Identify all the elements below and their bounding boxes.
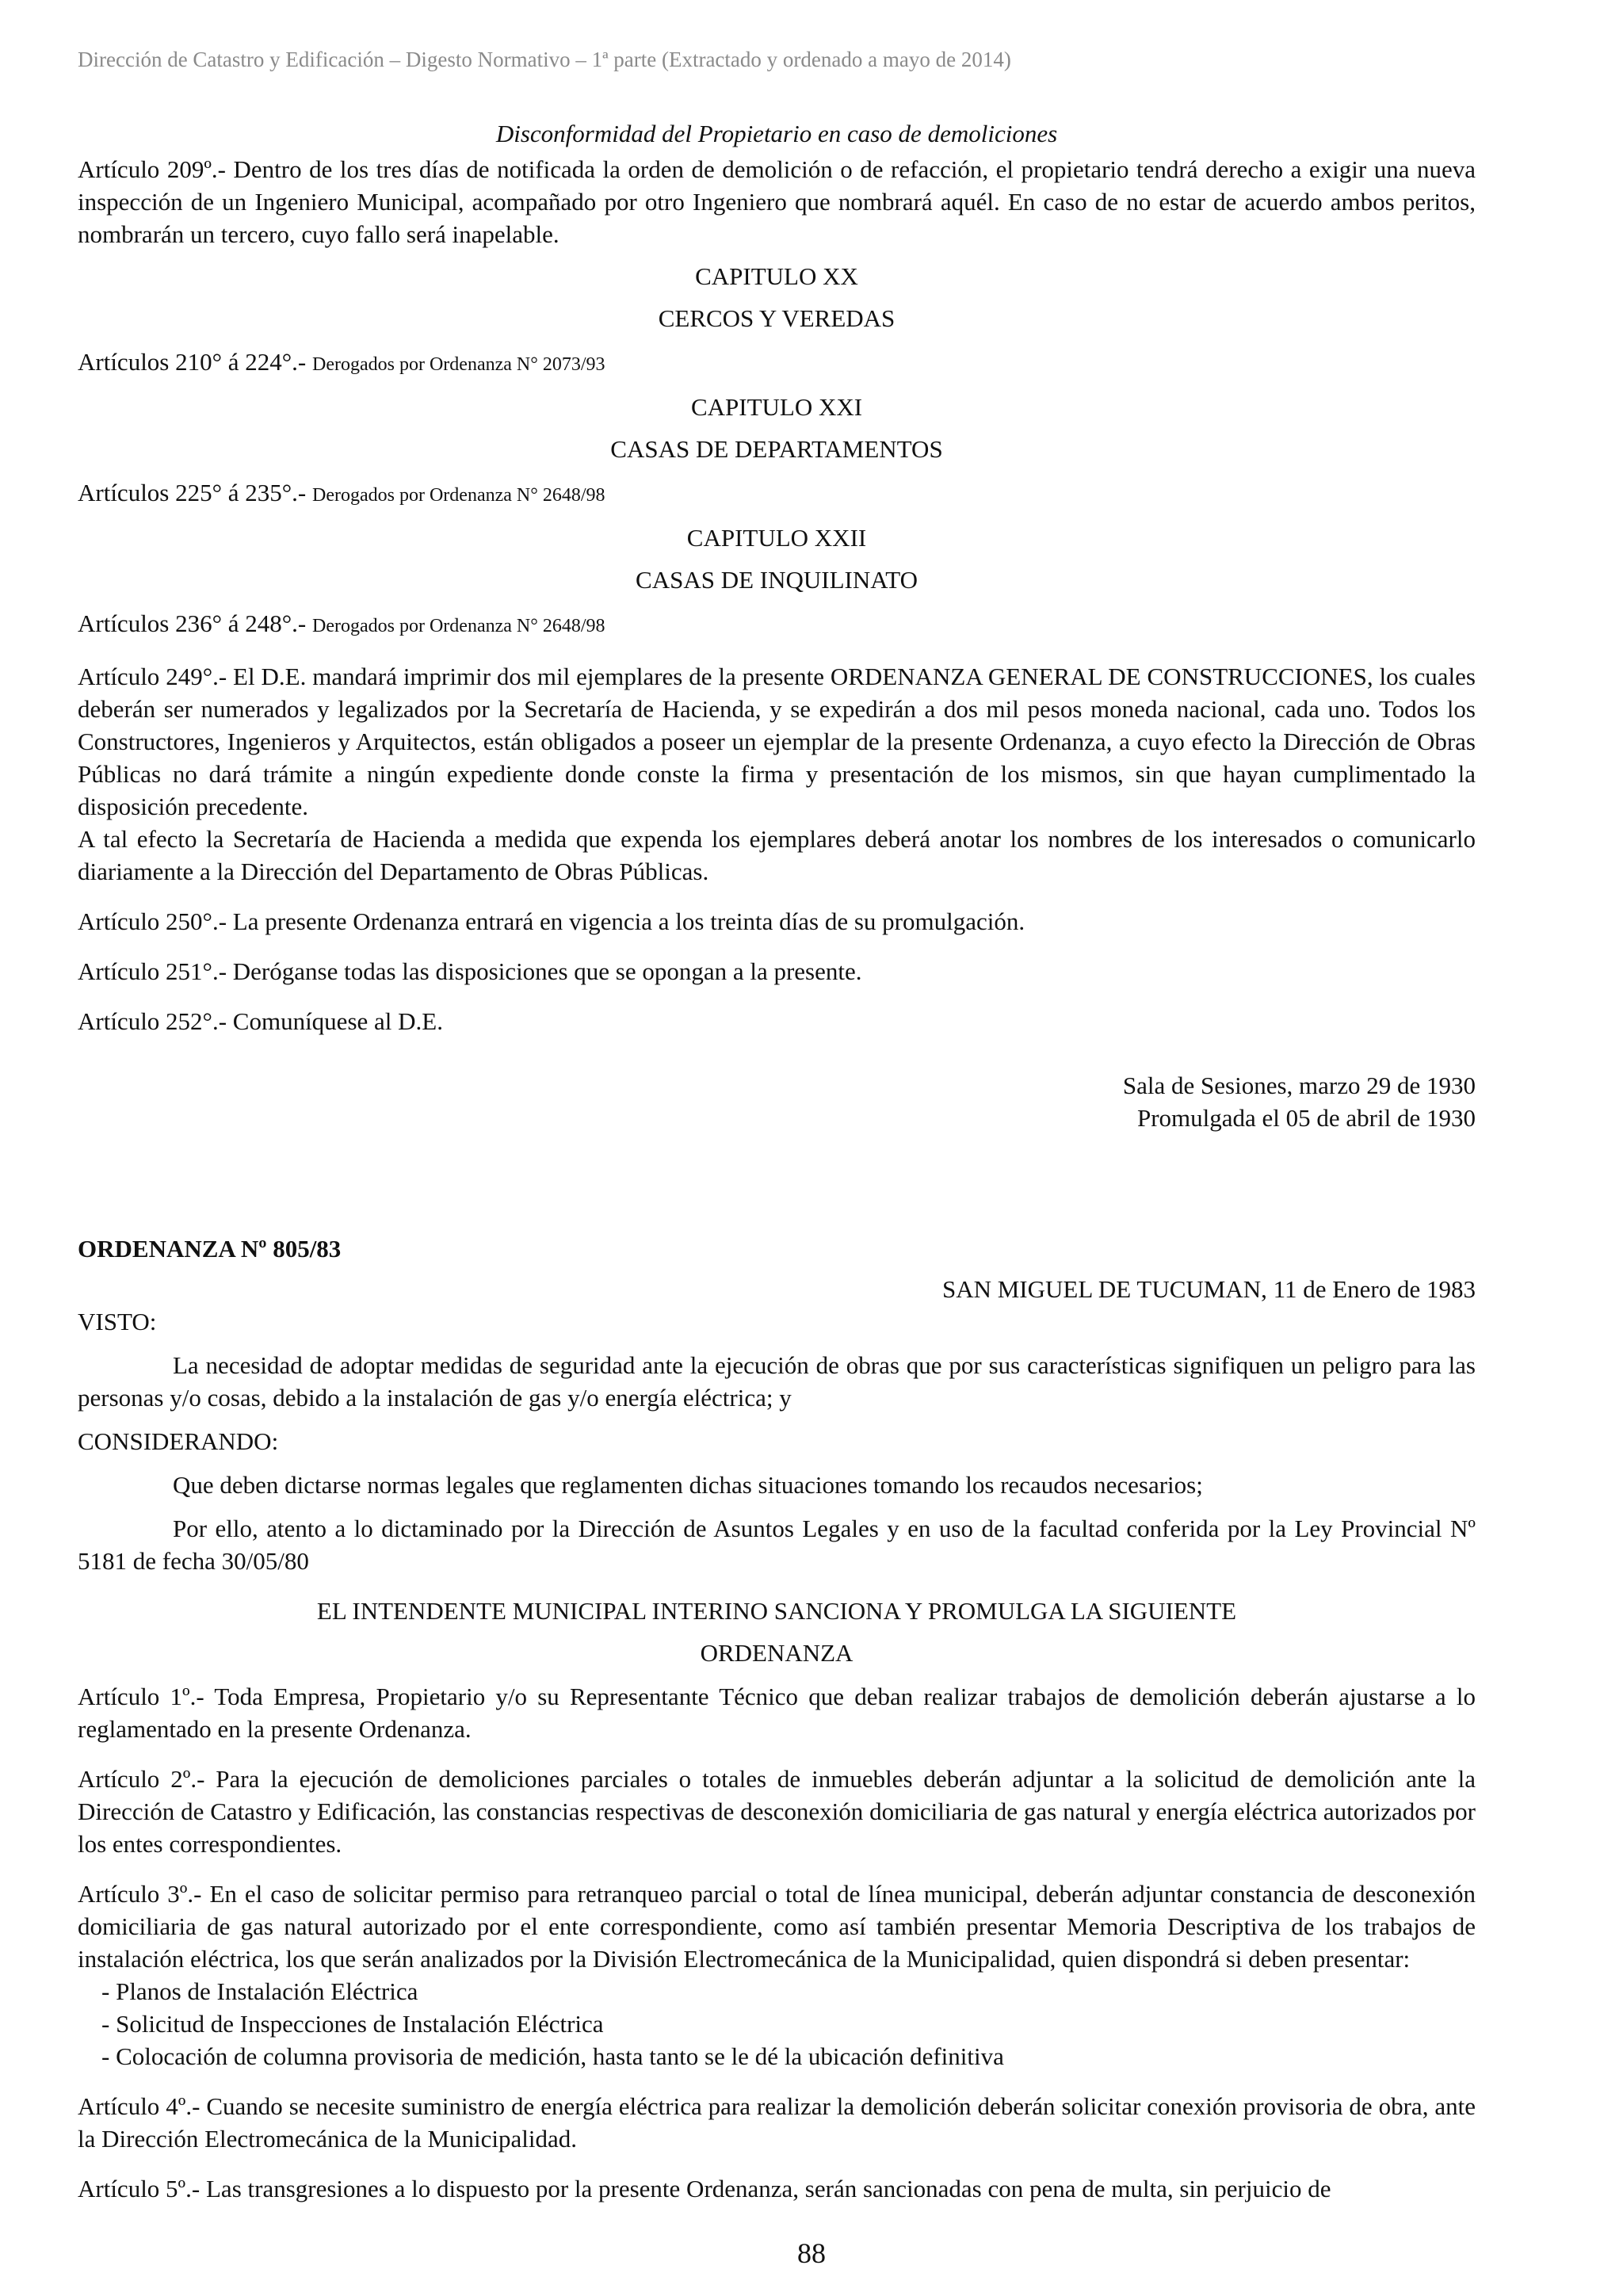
article-249: Artículo 249°.- El D.E. mandará imprimir dos mil ejemplares de la presente ORDENANZA GENERAL DE CONSTRUCCIONES, los cuales deberán ser numerados y legalizados por la Secretaría de Hacienda, y se expedirán a dos mil pesos moneda nacional, cada uno. Todos los Constructores, Ingenieros y Arquitectos, están obligados a poseer un ejemplar de la presente Ordenanza, a cuyo efecto la Dirección de Obras Públicas no dará trámite a ningún expediente donde conste la firma y presentación de los mismos, sin que hayan cumplimentado la disposición precedente. bbox=[78, 663, 1476, 820]
articles-225-235 bbox=[78, 476, 1476, 512]
ordinance-title: ORDENANZA Nº 805/83 bbox=[78, 1235, 342, 1263]
article-2: Artículo 2º.- Para la ejecución de demoliciones parciales o totales de inmuebles deberán adjuntar a la solicitud de demolición ante la Dirección de Catastro y Edificación, las constancias respectivas de desconexión domiciliaria de gas natural y energía eléctrica autorizados por los entes correspondientes. bbox=[78, 1765, 1476, 1858]
ordinance-place-date: SAN MIGUEL DE TUCUMAN, 11 de Enero de 1983 bbox=[941, 1275, 1476, 1303]
article-1: Artículo 1º.- Toda Empresa, Propietario y/o su Representante Técnico que deban realizar trabajos de demolición deberán ajustarse a lo reglamentado en la presente Ordenanza. bbox=[78, 1683, 1476, 1743]
page-content bbox=[78, 117, 1476, 2205]
article-209: Artículo 209º.- Dentro de los tres días de notificada la orden de demolición o de refacción, el propietario tendrá derecho a exigir una nueva inspección de un Ingeniero Municipal, acompañado por otro Ingeniero que nombrará aquél. En caso de no estar de acuerdo ambos peritos, nombrarán un tercero, cuyo fallo será inapelable. bbox=[78, 155, 1476, 248]
list-item: - Colocación de columna provisoria de medición, hasta tanto se le dé la ubicación definitiva bbox=[101, 2042, 1004, 2070]
list-item: - Solicitud de Inspecciones de Instalación Eléctrica bbox=[101, 2010, 604, 2038]
articles-236-248 bbox=[78, 607, 1476, 643]
considerando-heading: CONSIDERANDO: bbox=[78, 1427, 279, 1455]
article-250: Artículo 250°.- La presente Ordenanza entrará en vigencia a los treinta días de su promulgación. bbox=[78, 907, 1025, 935]
page-number: 88 bbox=[797, 2237, 826, 2269]
article-4: Artículo 4º.- Cuando se necesite suministro de energía eléctrica para realizar la demolición deberán solicitar conexión provisoria de obra, ante la Dirección Electromecánica de la Municipalidad. bbox=[78, 2092, 1476, 2153]
promulgation-date: Promulgada el 05 de abril de 1930 bbox=[1136, 1104, 1476, 1132]
article-range: Artículos 236° á 248°.- bbox=[78, 609, 307, 637]
articles-210-224 bbox=[78, 346, 1476, 381]
visto-text: La necesidad de adoptar medidas de seguridad ante la ejecución de obras que por sus características signifiquen un peligro para las personas y/o cosas, debido a la instalación de gas y/o energía eléctrica; y bbox=[78, 1351, 1476, 1412]
article-3: Artículo 3º.- En el caso de solicitar permiso para retranqueo parcial o total de línea municipal, deberán adjuntar constancia de desconexión domiciliaria de gas natural autorizado por el ente correspondiente, como así también presentar Memoria Descriptiva de los trabajos de instalación eléctrica, los que serán analizados por la División Electromecánica de la Municipalidad, quien dispondrá si deben presentar: bbox=[78, 1880, 1476, 1973]
chapter-heading: CAPITULO XX bbox=[695, 262, 858, 290]
chapter-title: CASAS DE DEPARTAMENTOS bbox=[610, 435, 943, 463]
visto-heading: VISTO: bbox=[78, 1308, 157, 1335]
article-5: Artículo 5º.- Las transgresiones a lo dispuesto por la presente Ordenanza, serán sancionadas con pena de multa, sin perjuicio de bbox=[78, 2175, 1331, 2202]
chapter-heading: CAPITULO XXII bbox=[686, 524, 867, 552]
considerando-text: Que deben dictarse normas legales que reglamenten dichas situaciones tomando los recaudos necesarios; bbox=[173, 1471, 1203, 1499]
derogation-note: Derogados por Ordenanza N° 2073/93 bbox=[312, 354, 605, 375]
article-251: Artículo 251°.- Deróganse todas las disposiciones que se opongan a la presente. bbox=[78, 957, 862, 985]
chapter-title: CASAS DE INQUILINATO bbox=[636, 566, 918, 594]
por-ello-text: Por ello, atento a lo dictaminado por la Dirección de Asuntos Legales y en uso de la facultad conferida por la Ley Provincial Nº 5181 de fecha 30/05/80 bbox=[78, 1515, 1476, 1575]
derogation-note: Derogados por Ordenanza N° 2648/98 bbox=[312, 485, 605, 506]
chapter-title: CERCOS Y VEREDAS bbox=[658, 304, 896, 332]
article-range: Artículos 210° á 224°.- bbox=[78, 348, 307, 376]
enactment-clause: EL INTENDENTE MUNICIPAL INTERINO SANCIONA Y PROMULGA LA SIGUIENTE bbox=[316, 1597, 1237, 1625]
article-249-continued: A tal efecto la Secretaría de Hacienda a medida que expenda los ejemplares deberá anotar los nombres de los interesados o comunicarlo diariamente a la Dirección del Departamento de Obras Públicas. bbox=[78, 825, 1476, 885]
article-range: Artículos 225° á 235°.- bbox=[78, 479, 307, 506]
list-item: - Planos de Instalación Eléctrica bbox=[101, 1977, 418, 2005]
derogation-note: Derogados por Ordenanza N° 2648/98 bbox=[312, 616, 605, 636]
chapter-heading: CAPITULO XXI bbox=[690, 393, 863, 421]
running-header: Dirección de Catastro y Edificación – Digesto Normativo – 1ª parte (Extractado y ordenado a mayo de 2014) bbox=[78, 48, 1011, 71]
article-3-list bbox=[78, 1975, 1476, 2073]
section-title: Disconformidad del Propietario en caso de demoliciones bbox=[495, 120, 1058, 147]
session-date: Sala de Sesiones, marzo 29 de 1930 bbox=[1122, 1072, 1476, 1099]
article-252: Artículo 252°.- Comuníquese al D.E. bbox=[78, 1007, 443, 1035]
ordinance-heading: ORDENANZA bbox=[700, 1639, 854, 1667]
